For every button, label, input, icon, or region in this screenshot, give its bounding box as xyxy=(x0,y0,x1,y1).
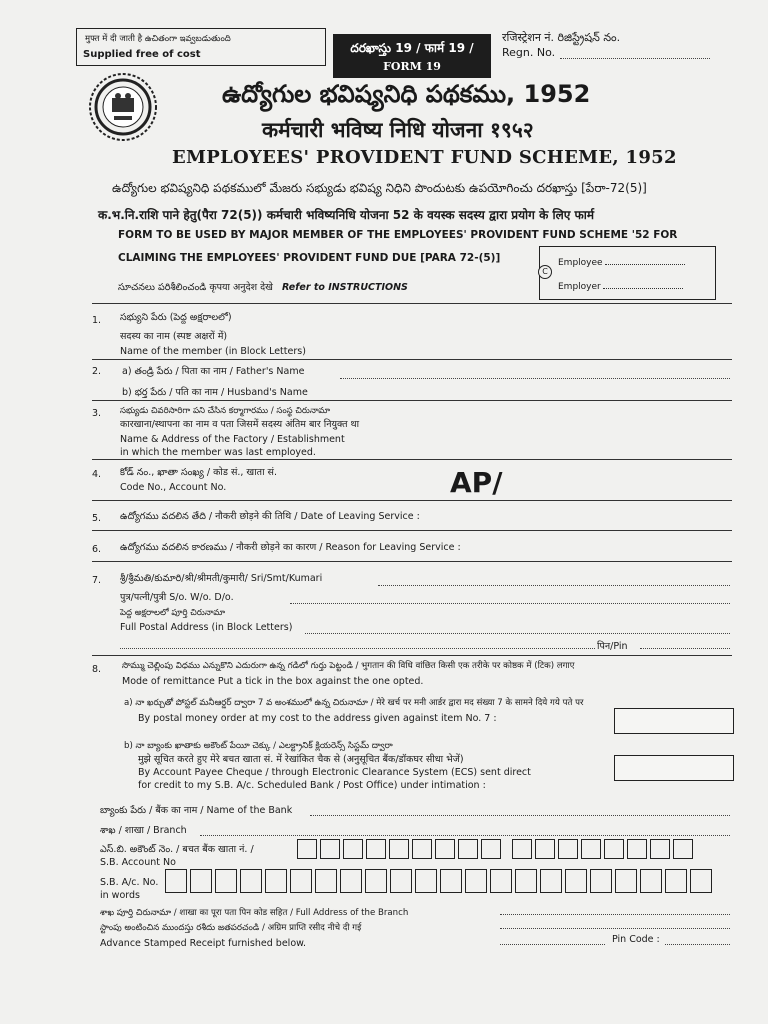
title-hindi: कर्मचारी भविष्य निधि योजना १९५२ xyxy=(262,118,534,142)
subtitle-hindi: क.भ.नि.राशि पाने हेतु(पैरा 72(5)) कर्मचारी भविष्यनिधि योजना 52 के वयस्क सदस्य द्वारा प्रयोग के लिए फार्म xyxy=(98,208,595,222)
fathers-name-field[interactable] xyxy=(340,378,730,379)
branch-address-field-1[interactable] xyxy=(500,914,730,915)
option-b-label-2: मुझे सूचित करते हुए मेरे बचत खाता सं. में रेखांकित चैक से (अनुसूचित बैंक/डॉकघर सीधा भेजें) xyxy=(138,754,464,765)
reason-leaving-field[interactable] xyxy=(92,561,732,562)
item-7-relation: पुत्र/पत्नी/पुत्री S/o. W/o. D/o. xyxy=(120,592,234,603)
employee-employer-box xyxy=(539,246,716,300)
option-b-label-4: for credit to my S.B. A/c. Scheduled Bank / Post Office) under intimation : xyxy=(138,780,486,791)
subtitle-english-1: FORM TO BE USED BY MAJOR MEMBER OF THE EMPLOYEES' PROVIDENT FUND SCHEME '52 FOR xyxy=(118,229,678,241)
employer-label: Employer xyxy=(558,282,601,292)
item-1-english: Name of the member (in Block Letters) xyxy=(120,346,306,357)
item-1-number: 1. xyxy=(92,315,102,326)
registration-number xyxy=(502,30,620,60)
branch-field[interactable] xyxy=(200,835,730,836)
item-1-hindi: सदस्य का नाम (स्पष्ट अक्षरों में) xyxy=(120,331,228,342)
item-5-label: ఉద్యోగము వదలిన తేది / नौकरी छोड़ने की तिथि / Date of Leaving Service : xyxy=(120,511,420,522)
address-field-1[interactable] xyxy=(305,633,730,634)
branch-address-label-2: స్టాంపు అంటించిన ముందస్తు రశీదు జతపరచండి / अग्रिम प्राप्ति रसीद नीचे दी गई xyxy=(100,923,362,933)
date-leaving-field[interactable] xyxy=(92,530,732,531)
item-1-telugu: సభ్యుని పేరు (పెద్ద అక్షరాలలో) xyxy=(120,312,232,323)
title-english: EMPLOYEES' PROVIDENT FUND SCHEME, 1952 xyxy=(172,147,677,168)
item-4-label-2: Code No., Account No. xyxy=(120,482,227,493)
item-2a-label: a) తండ్రి పేరు / पिता का नाम / Father's Name xyxy=(122,366,305,377)
item-3-hindi: कारखाना/स्थापना का नाम व पता जिसमें सदस्य अंतिम बार नियुक्त था xyxy=(120,419,360,430)
branch-label: శాఖ / शाखा / Branch xyxy=(100,825,187,836)
item-3-telugu: సభ్యుడు చివరిసారిగా పని చేసిన కర్మాగారము / సంస్థ చిరునామా xyxy=(120,406,331,416)
account-number-field[interactable] xyxy=(92,500,732,501)
branch-address-field-3[interactable] xyxy=(500,944,605,945)
item-6-number: 6. xyxy=(92,544,102,555)
epfo-logo-icon xyxy=(88,72,158,142)
item-4-label-1: కోడ్ నం., ఖాతా సంఖ్య / कोड सं., खाता सं. xyxy=(120,467,277,478)
item-2b-label: b) భర్త పేరు / पति का नाम / Husband's Name xyxy=(122,387,308,398)
title-telugu: ఉద్యోగుల భవిష్యనిధి పథకము, 1952 xyxy=(222,80,591,108)
option-b-tick-box[interactable] xyxy=(614,755,734,781)
option-a-label-2: By postal money order at my cost to the address given against item No. 7 : xyxy=(138,713,497,724)
form-number-line-2: FORM 19 xyxy=(383,60,441,73)
factory-address-field[interactable] xyxy=(92,459,732,460)
item-1-field[interactable] xyxy=(92,359,732,360)
sb-account-words-boxes[interactable] xyxy=(165,869,715,893)
item-7-telugu: పెద్ద అక్షరాలలో పూర్తి చిరునామా xyxy=(120,608,226,618)
member-salutation-field[interactable] xyxy=(378,585,730,586)
subtitle-telugu: ఉద్యోగుల భవిష్యనిధి పథకములో మేజరు సభ్యుడు భవిష్య నిధిని పొందుటకు ఉపయోగించు దరఖాస్తు [పేరా-72(5)] xyxy=(112,181,647,195)
item-7-address-label: Full Postal Address (in Block Letters) xyxy=(120,622,293,633)
item-8-label-2: Mode of remittance Put a tick in the box against the one opted. xyxy=(122,676,424,687)
item-8-label-1: సొమ్ము చెల్లింపు విధము ఎన్నుకొని ఎదురుగా ఉన్న గడిలో గుర్తు పెట్టండి / भुगतान की विधि वांछित किसी एक तरीके पर कोष्ठक में (टिक) लगाए xyxy=(122,661,575,671)
copy-mark: C xyxy=(538,265,552,279)
employer-row xyxy=(558,282,683,292)
employer-field[interactable] xyxy=(603,288,683,289)
item-3-english-2: in which the member was last employed. xyxy=(120,447,316,458)
form-number-line-1: దరఖాస్తు 19 / फार्म 19 / xyxy=(350,41,474,55)
sb-account-label-2: S.B. Account No xyxy=(100,857,176,868)
regn-field[interactable] xyxy=(560,58,710,59)
husbands-name-field[interactable] xyxy=(92,400,732,401)
refer-tel-hin: సూచనలు పరిశీలించండి कृपया अनुदेश देखे xyxy=(118,282,273,293)
form-number-box xyxy=(333,34,491,78)
sb-words-label-1: S.B. A/c. No. xyxy=(100,877,159,888)
address-field-2[interactable] xyxy=(120,648,595,649)
pincode-field[interactable] xyxy=(665,944,730,945)
refer-english: Refer to INSTRUCTIONS xyxy=(281,282,408,293)
pincode-label: Pin Code : xyxy=(612,934,660,945)
item-2-number: 2. xyxy=(92,366,102,377)
item-3-english-1: Name & Address of the Factory / Establishment xyxy=(120,434,345,445)
branch-address-label-1: శాఖ పూర్తి చిరునామా / शाखा का पूरा पता पिन कोड सहित / Full Address of the Branch xyxy=(100,908,409,918)
regn-line-2: Regn. No. xyxy=(502,46,556,59)
item-5-number: 5. xyxy=(92,513,102,524)
item-4-number: 4. xyxy=(92,469,102,480)
item-3-number: 3. xyxy=(92,408,102,419)
item-7-number: 7. xyxy=(92,575,102,586)
sb-account-number-boxes[interactable] xyxy=(297,839,696,859)
employee-field[interactable] xyxy=(605,264,685,265)
free-line-2: Supplied free of cost xyxy=(83,49,201,60)
option-b-label-1: b) నా బ్యాంకు ఖాతాకు అకౌంట్ పేయీ చెక్కు / ఎలక్ట్రానిక్ క్లియరెన్స్ సిస్టమ్ ద్వారా xyxy=(124,741,393,751)
item-8-number: 8. xyxy=(92,664,102,675)
divider-top xyxy=(92,303,732,304)
relation-field[interactable] xyxy=(290,603,730,604)
free-line-1: मुफ्त में दी जाती है ఉచితంగా ఇవ్వబడుతుంది xyxy=(85,34,231,44)
supplied-free-box xyxy=(76,28,326,66)
option-a-tick-box[interactable] xyxy=(614,708,734,734)
bank-name-field[interactable] xyxy=(310,815,730,816)
branch-address-field-2[interactable] xyxy=(500,928,730,929)
sb-account-label-1: ఎస్.బి. అకౌంట్ నెం. / बचत बैंक खाता नं. / xyxy=(100,844,254,855)
branch-address-label-3: Advance Stamped Receipt furnished below. xyxy=(100,938,307,949)
regn-line-1: रजिस्ट्रेशन नं. రిజిస్ట్రేషన్ నం. xyxy=(502,31,621,44)
refer-instructions xyxy=(118,280,408,295)
employee-label: Employee xyxy=(558,258,603,268)
item-7-salutation: శ్రీ/శ్రీమతి/కుమారి/श्री/श्रीमती/कुमारी/ Sri/Smt/Kumari xyxy=(120,573,323,584)
divider-item-7 xyxy=(92,655,732,656)
option-a-label-1: a) నా ఖర్చుతో పోస్టల్ మనీఆర్డర్ ద్వారా 7 వ అంశములో ఉన్న చిరునామా / मेरे खर्च पर मनी आर्डर द्वारा मद संख्या 7 के सामने दिये गये पते पर xyxy=(124,698,584,708)
pin-label: पिन/Pin xyxy=(597,641,628,652)
employee-row xyxy=(558,258,685,268)
account-prefix: AP/ xyxy=(450,466,503,499)
item-6-label: ఉద్యోగము వదలిన కారణము / नौकरी छोड़ने का कारण / Reason for Leaving Service : xyxy=(120,542,461,553)
sb-words-label-2: in words xyxy=(100,890,140,901)
bank-name-label: బ్యాంకు పేరు / बैंक का नाम / Name of the Bank xyxy=(100,805,293,816)
option-b-label-3: By Account Payee Cheque / through Electronic Clearance System (ECS) sent direct xyxy=(138,767,531,778)
subtitle-english-2: CLAIMING THE EMPLOYEES' PROVIDENT FUND DUE [PARA 72-(5)] xyxy=(118,252,501,264)
pin-field[interactable] xyxy=(640,648,730,649)
